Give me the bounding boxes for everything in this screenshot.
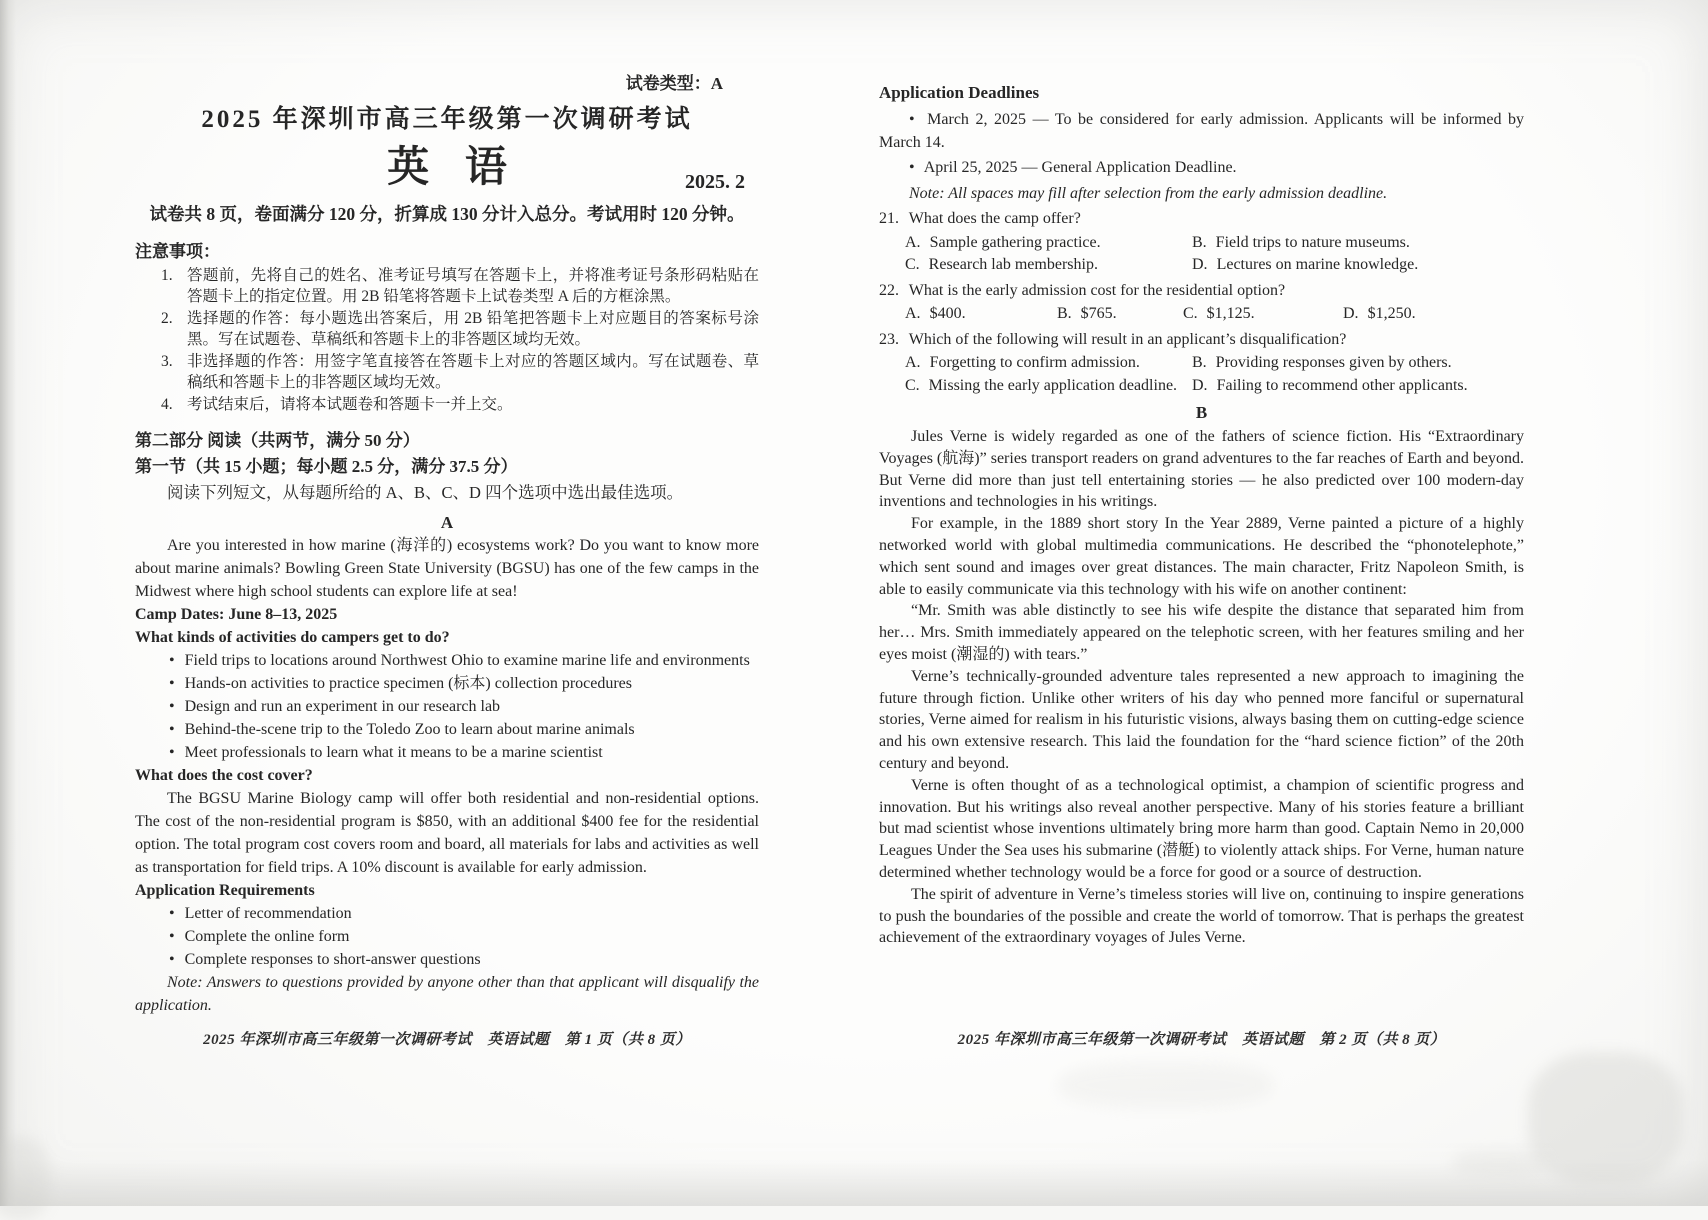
option xyxy=(1192,375,1524,398)
question-options xyxy=(879,352,1524,397)
section-instruction: 阅读下列短文，从每题所给的 A、B、C、D 四个选项中选出最佳选项。 xyxy=(167,483,684,502)
exam-title: 2025 年深圳市高三年级第一次调研考试 xyxy=(201,106,693,133)
list-item xyxy=(135,718,759,741)
option-label: A. xyxy=(905,305,921,322)
option-label: B. xyxy=(1192,233,1207,251)
deadline-text: March 2, 2025 — To be considered for early admission. Applicants will be informed by March 14. xyxy=(879,111,1525,151)
subject-row xyxy=(135,140,759,196)
option-text: Research lab membership. xyxy=(928,256,1098,273)
option-label: D. xyxy=(1343,305,1359,322)
option xyxy=(1192,232,1524,255)
option-label: B. xyxy=(1057,305,1072,322)
bullet-icon: • xyxy=(169,905,175,922)
question-options xyxy=(879,303,1524,326)
option xyxy=(1057,303,1183,326)
option-text: Sample gathering practice. xyxy=(929,233,1101,251)
option-text: Lectures on marine knowledge. xyxy=(1216,256,1419,273)
option xyxy=(1183,303,1343,326)
page-2-footer: 2025 年深圳市高三年级第一次调研考试 英语试题 第 2 页（共 8 页） xyxy=(957,1032,1446,1048)
list-item xyxy=(135,672,759,695)
option-text: Field trips to nature museums. xyxy=(1215,233,1410,251)
notice-text: 选择题的作答：每小题选出答案后，用 2B 铅笔把答题卡上对应题目的答案标号涂黑。写在试题卷、草稿纸和答题卡上的非答题区域均无效。 xyxy=(187,310,759,348)
scan-artifact xyxy=(1452,1150,1547,1176)
page-2 xyxy=(879,80,1524,949)
option-text: Missing the early application deadline. xyxy=(928,376,1178,394)
list-item-text: Behind-the-scene trip to the Toledo Zoo to learn about marine animals xyxy=(184,721,635,738)
bullet-icon: • xyxy=(169,721,175,738)
option-label: C. xyxy=(905,376,920,394)
notice-item xyxy=(135,308,759,350)
list-item-text: Design and run an experiment in our research lab xyxy=(184,698,501,715)
option xyxy=(1192,254,1524,277)
question-stem xyxy=(879,280,1524,303)
notice-item xyxy=(135,351,759,393)
question-stem xyxy=(879,329,1524,352)
passage-b-paragraph: “Mr. Smith was able distinctly to see his wife despite the distance that separated him from her… Mrs. Smith immediately appeared on the telephotic screen, with her features smiling and her eyes moist (潮湿的) with tears.” xyxy=(879,602,1524,663)
bullet-icon: • xyxy=(169,951,175,968)
list-item-text: Complete the online form xyxy=(184,928,350,945)
section-heading: 第一节（共 15 小题；每小题 2.5 分，满分 37.5 分） xyxy=(135,457,518,476)
deadline-item xyxy=(879,157,1524,180)
notice-item xyxy=(135,265,759,307)
question-stem xyxy=(879,208,1524,231)
page-1-footer: 2025 年深圳市高三年级第一次调研考试 英语试题 第 1 页（共 8 页） xyxy=(203,1032,691,1048)
passage-b-paragraph: Jules Verne is widely regarded as one of the fathers of science fiction. His “Extraordinary Voyages (航海)” series transport readers on grand adventures to the far reaches of Earth and beyond. But Verne did more than just tell entertaining stories — he also predicted over 100 modern-day inventions and technologies in his writings. xyxy=(879,428,1524,511)
notice-number: 2. xyxy=(161,310,173,327)
option-text: $765. xyxy=(1080,305,1117,322)
question-21 xyxy=(879,208,1524,277)
passage-b-label: B xyxy=(1195,403,1208,422)
deadline-text: April 25, 2025 — General Application Deadline. xyxy=(923,159,1237,176)
notice-item xyxy=(135,394,759,415)
option-label: B. xyxy=(1192,354,1207,371)
question-number: 21. xyxy=(879,210,899,227)
option xyxy=(1343,303,1524,326)
bullet-icon: • xyxy=(909,159,915,176)
bullet-icon: • xyxy=(169,675,175,692)
passage-a-note: Note: Answers to questions provided by anyone other than that applicant will disqualify the application. xyxy=(135,974,759,1014)
option-label: D. xyxy=(1192,376,1208,394)
list-item-text: Hands-on activities to practice specimen (标本) collection procedures xyxy=(184,675,633,692)
notice-number: 1. xyxy=(161,267,173,284)
activities-heading: What kinds of activities do campers get to do? xyxy=(135,629,450,646)
deadlines-note: Note: All spaces may fill after selection from the early admission deadline. xyxy=(909,184,1388,202)
paper-type-label: 试卷类型：A xyxy=(625,74,723,93)
bullet-icon: • xyxy=(169,928,175,945)
option-label: A. xyxy=(905,354,921,371)
scan-artifact xyxy=(0,1138,50,1220)
bullet-icon: • xyxy=(169,652,175,669)
option xyxy=(905,375,1192,398)
option xyxy=(905,254,1192,277)
option xyxy=(1192,352,1524,375)
list-item xyxy=(135,902,759,925)
notice-heading: 注意事项： xyxy=(135,242,220,261)
exam-summary: 试卷共 8 页，卷面满分 120 分，折算成 130 分计入总分。考试用时 120 分钟。 xyxy=(149,204,745,224)
question-23 xyxy=(879,329,1524,398)
cost-heading: What does the cost cover? xyxy=(135,767,313,784)
option xyxy=(905,352,1192,375)
scan-artifact xyxy=(1528,1052,1683,1184)
option-label: C. xyxy=(905,256,920,273)
list-item-text: Field trips to locations around Northwest Ohio to examine marine life and environments xyxy=(184,652,750,669)
list-item xyxy=(135,741,759,764)
passage-a-label: A xyxy=(440,513,454,532)
option-label: C. xyxy=(1183,305,1198,322)
deadlines-heading: Application Deadlines xyxy=(879,83,1040,102)
question-text: Which of the following will result in an applicant’s disqualification? xyxy=(908,330,1347,348)
option-text: Forgetting to confirm admission. xyxy=(929,354,1140,371)
option xyxy=(905,303,1057,326)
notice-text: 答题前，先将自己的姓名、准考证号填写在答题卡上，并将准考证号条形码粘贴在答题卡上的指定位置。用 2B 铅笔将答题卡上试卷类型 A 后的方框涂黑。 xyxy=(187,267,759,305)
list-item-text: Complete responses to short-answer questions xyxy=(184,951,481,968)
notice-number: 4. xyxy=(161,396,173,413)
bullet-icon: • xyxy=(169,744,175,761)
passage-b-paragraph: Verne’s technically-grounded adventure tales represented a new approach to imagining the future through fiction. Unlike other writers of his day who penned more fanciful or supernatural stories, Verne aimed for realism in his futuristic visions, always basing them on cutting-edge science and his own extensive research. This laid the foundation for the “hard science fiction” of the 20th century and beyond. xyxy=(879,667,1524,772)
list-item xyxy=(135,649,759,672)
option xyxy=(905,232,1192,255)
option-text: $400. xyxy=(929,305,966,322)
option-label: D. xyxy=(1192,256,1208,273)
passage-b-paragraph: Verne is often thought of as a technological optimist, a champion of scientific progress and innovation. But his writings also reveal another perspective. Many of his stories feature a brilliant but mad scientist whose inventions ultimately bring more harm than good. Captain Nemo in 20,000 Leagues Under the Sea uses his submarine (潜艇) to violently attack ships. For Verne, human nature determined whether technology would be a force for good or a source of destruction. xyxy=(879,776,1524,881)
question-text: What does the camp offer? xyxy=(908,210,1081,227)
list-item xyxy=(135,925,759,948)
option-text: $1,125. xyxy=(1206,305,1255,322)
question-number: 23. xyxy=(879,330,899,348)
part-heading: 第二部分 阅读（共两节，满分 50 分） xyxy=(135,431,420,450)
option-text: Failing to recommend other applicants. xyxy=(1216,376,1468,394)
exam-date: 2025. 2 xyxy=(685,171,745,193)
notice-number: 3. xyxy=(161,353,173,370)
subject-title: 英语 xyxy=(387,145,543,191)
option-text: $1,250. xyxy=(1367,305,1416,322)
list-item-text: Meet professionals to learn what it means to be a marine scientist xyxy=(184,744,603,761)
requirements-heading: Application Requirements xyxy=(135,882,315,899)
page-1 xyxy=(135,74,759,1017)
notice-text: 非选择题的作答：用签字笔直接答在答题卡上对应的答题区域内。写在试题卷、草稿纸和答题卡上的非答题区域均无效。 xyxy=(187,353,759,391)
deadline-item xyxy=(879,109,1524,154)
question-options xyxy=(879,232,1524,277)
passage-a-intro: Are you interested in how marine (海洋的) ecosystems work? Do you want to know more about marine animals? Bowling Green State University (BGSU) has one of the few camps in the Midwest where high school students can explore life at sea! xyxy=(135,537,759,600)
bullet-icon: • xyxy=(909,111,915,128)
notice-text: 考试结束后，请将本试题卷和答题卡一并上交。 xyxy=(187,396,513,413)
option-text: Providing responses given by others. xyxy=(1215,354,1452,371)
list-item xyxy=(135,948,759,971)
list-item xyxy=(135,695,759,718)
question-22 xyxy=(879,280,1524,326)
camp-dates-line: Camp Dates: June 8–13, 2025 xyxy=(135,606,338,623)
list-item-text: Letter of recommendation xyxy=(184,905,352,922)
bullet-icon: • xyxy=(169,698,175,715)
cost-paragraph: The BGSU Marine Biology camp will offer both residential and non-residential options. The cost of the non-residential program is $850, with an additional $400 fee for the residential option. The total program cost covers room and board, all materials for labs and activities as well as transportation for field trips. A 10% discount is available for early admission. xyxy=(135,790,759,876)
option-label: A. xyxy=(905,233,921,251)
passage-b-paragraph: For example, in the 1889 short story In the Year 2889, Verne painted a picture of a highly networked world with global multimedia communications. He described the “phonotelephote,” which sent sound and images over great distances. The main character, Fritz Napoleon Smith, is able to easily communicate via this technology with his wife on another continent: xyxy=(879,515,1524,598)
scan-artifact xyxy=(1058,1062,1273,1108)
question-number: 22. xyxy=(879,281,899,299)
passage-b-paragraph: The spirit of adventure in Verne’s timeless stories will live on, continuing to inspire generations to push the boundaries of the possible and create the world of tomorrow. That is perhaps the greatest achievement of the extraordinary voyages of Jules Verne. xyxy=(879,885,1524,947)
question-text: What is the early admission cost for the residential option? xyxy=(908,281,1286,299)
